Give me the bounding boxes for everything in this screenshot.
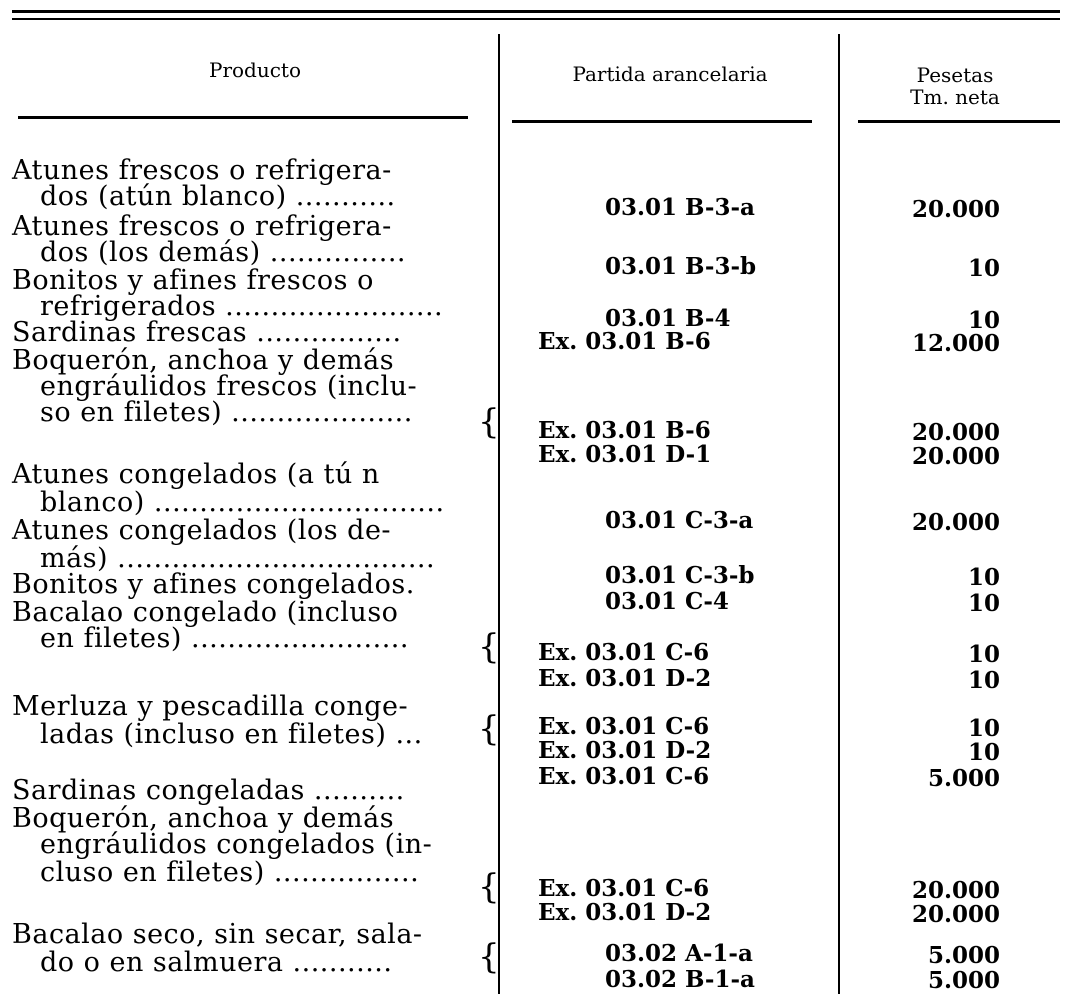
tariff-code: Ex. 03.01 C-6 (538, 875, 710, 902)
price-value: 10 (967, 667, 1000, 694)
tariff-code: 03.02 A-1-a (605, 940, 753, 967)
header-product: Producto (208, 58, 302, 82)
price-value: 10 (967, 739, 1000, 766)
header-rule-tariff (512, 120, 812, 123)
price-value: 10 (967, 564, 1000, 591)
tariff-code: Ex. 03.01 D-2 (538, 737, 712, 764)
price-value: 12.000 (911, 330, 1000, 357)
product-line: Merluza y pescadilla conge- (12, 691, 409, 722)
tariff-code: Ex. 03.01 D-1 (538, 441, 712, 468)
price-value: 20.000 (911, 419, 1000, 446)
product-line: do o en salmuera ........... (40, 947, 393, 978)
product-line: Bonitos y afines congelados. (12, 569, 415, 600)
price-value: 20.000 (911, 901, 1000, 928)
header-rule-price (858, 120, 1060, 123)
price-value: 20.000 (911, 196, 1000, 223)
tariff-code: 03.01 B-3-a (605, 194, 755, 221)
price-value: 5.000 (927, 967, 1000, 994)
price-value: 10 (967, 590, 1000, 617)
product-line: Boquerón, anchoa y demás (12, 803, 395, 834)
product-line: Boquerón, anchoa y demás (12, 345, 395, 376)
product-line: Atunes congelados (a tú n (12, 459, 380, 490)
product-line: cluso en filetes) ................ (40, 857, 420, 888)
product-line: Bonitos y afines frescos o (12, 265, 374, 296)
grouping-brace: { (478, 709, 500, 749)
product-line: dos (los demás) ............... (40, 237, 407, 268)
grouping-brace: { (478, 402, 500, 442)
product-line: engráulidos congelados (in- (40, 829, 433, 860)
product-line: engráulidos frescos (inclu- (40, 371, 418, 402)
header-price-line2: Tm. neta (910, 85, 1000, 109)
header-tariff: Partida arancelaria (572, 62, 768, 86)
tariff-code: Ex. 03.01 D-2 (538, 665, 712, 692)
grouping-brace: { (478, 867, 500, 907)
header-price-line1: Pesetas (916, 63, 994, 87)
tariff-code: 03.01 B-3-b (605, 253, 757, 280)
product-line: ladas (incluso en filetes) ... (40, 719, 423, 750)
tariff-code: 03.02 B-1-a (605, 966, 755, 993)
top-rule-thin (12, 18, 1060, 20)
product-line: refrigerados ........................ (40, 291, 444, 322)
price-value: 20.000 (911, 509, 1000, 536)
tariff-code: Ex. 03.01 C-6 (538, 713, 710, 740)
product-line: so en filetes) .................... (40, 397, 413, 428)
price-value: 10 (967, 641, 1000, 668)
product-line: dos (atún blanco) ........... (40, 181, 396, 212)
product-line: Atunes frescos o refrigera- (12, 155, 392, 186)
product-line: blanco) ................................ (40, 487, 445, 518)
grouping-brace: { (478, 937, 500, 977)
header-rule-product (18, 116, 468, 119)
product-line: en filetes) ........................ (40, 623, 409, 654)
price-value: 20.000 (911, 877, 1000, 904)
product-line: Bacalao seco, sin secar, sala- (12, 919, 423, 950)
price-value: 10 (967, 255, 1000, 282)
product-line: más) ................................... (40, 543, 436, 574)
tariff-code: Ex. 03.01 C-6 (538, 639, 710, 666)
tariff-code: Ex. 03.01 B-6 (538, 417, 711, 444)
price-value: 10 (967, 307, 1000, 334)
grouping-brace: { (478, 627, 500, 667)
price-value: 5.000 (927, 942, 1000, 969)
product-line: Sardinas congeladas .......... (12, 775, 405, 806)
column-divider-2 (838, 34, 840, 994)
product-line: Atunes frescos o refrigera- (12, 211, 392, 242)
price-value: 5.000 (927, 765, 1000, 792)
tariff-code: 03.01 C-4 (605, 588, 729, 615)
price-value: 20.000 (911, 443, 1000, 470)
tariff-code: 03.01 C-3-a (605, 507, 754, 534)
product-line: Sardinas frescas ................ (12, 317, 402, 348)
price-value: 10 (967, 715, 1000, 742)
tariff-code: 03.01 C-3-b (605, 562, 755, 589)
tariff-code: Ex. 03.01 B-6 (538, 328, 711, 355)
tariff-code: Ex. 03.01 D-2 (538, 899, 712, 926)
product-line: Bacalao congelado (incluso (12, 597, 399, 628)
product-line: Atunes congelados (los de- (12, 515, 392, 546)
column-divider-1 (498, 34, 500, 994)
top-rule-thick (12, 10, 1060, 13)
tariff-code: Ex. 03.01 C-6 (538, 763, 710, 790)
tariff-code: 03.01 B-4 (605, 305, 731, 332)
